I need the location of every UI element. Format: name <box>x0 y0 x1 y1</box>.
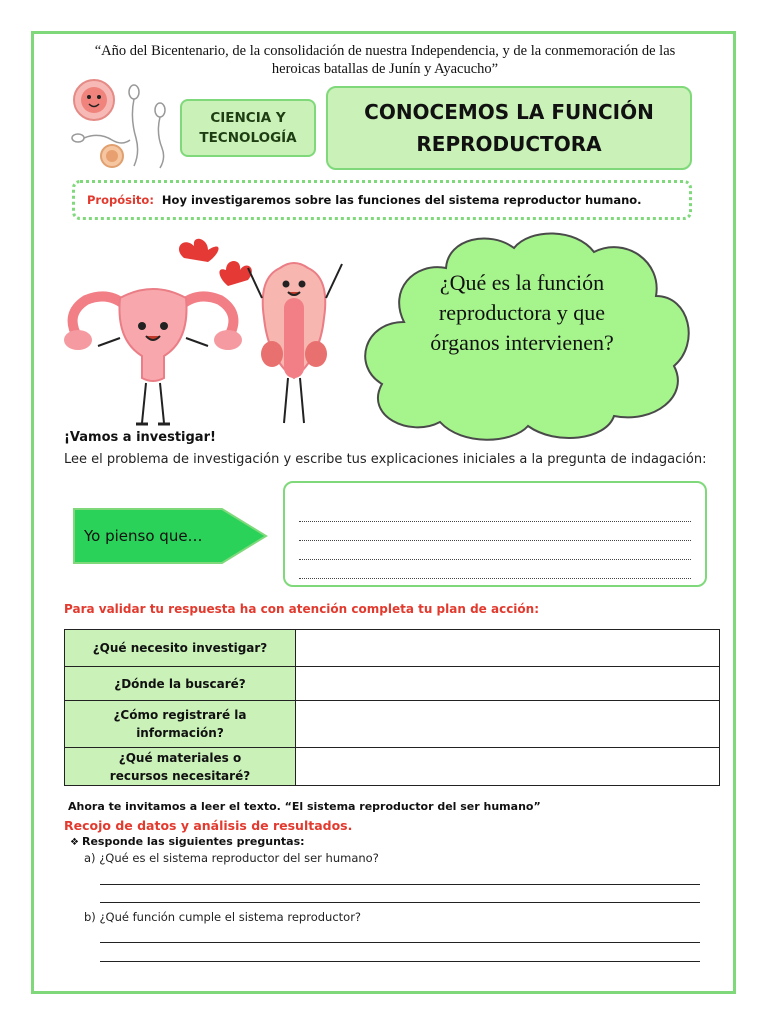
page-title <box>326 86 692 170</box>
table-row <box>65 748 720 786</box>
answer-dotted-line[interactable] <box>299 522 691 541</box>
egg-cell-icon <box>74 80 114 120</box>
plan-answer-cell[interactable] <box>296 748 720 786</box>
subject-line-1: CIENCIA Y <box>210 110 286 126</box>
cloud-line-2: reproductora y que <box>438 300 606 325</box>
question-a: a) ¿Qué es el sistema reproductor del ser humano? <box>84 851 379 865</box>
think-label: Yo pienso que… <box>84 527 203 545</box>
diamond-bullet-icon: ❖ <box>70 837 79 848</box>
question-b: b) ¿Qué función cumple el sistema reproductor? <box>84 910 362 924</box>
sperm-cell-icon <box>155 103 165 168</box>
answer-dotted-line[interactable] <box>299 560 691 579</box>
heart-icon <box>219 261 251 286</box>
reproductive-cells-illustration <box>64 78 184 170</box>
purpose-box <box>72 180 692 220</box>
investigate-heading: ¡Vamos a investigar! <box>64 430 216 445</box>
motto-line-2: heroicas batallas de Junín y Ayacucho” <box>271 61 499 77</box>
reproductive-organs-illustration <box>58 228 358 433</box>
plan-question: ¿Qué materiales o recursos necesitaré? <box>65 748 296 786</box>
plan-answer-cell[interactable] <box>296 667 720 701</box>
plan-answer-cell[interactable] <box>296 630 720 667</box>
table-row <box>65 667 720 701</box>
answer-line[interactable] <box>100 942 700 943</box>
heart-icon <box>179 239 219 262</box>
plan-answer-cell[interactable] <box>296 701 720 748</box>
purpose-label: Propósito: <box>87 193 154 207</box>
question-cloud-text <box>344 268 700 358</box>
cloud-line-3: órganos intervienen? <box>430 330 614 355</box>
plan-question: ¿Cómo registraré la información? <box>65 701 296 748</box>
action-plan-table <box>64 629 720 786</box>
title-line-1: CONOCEMOS LA FUNCIÓN <box>364 100 654 124</box>
motto-line-1: “Año del Bicentenario, de la consolidación de nuestra Independencia, y de la conmemoración de las <box>94 43 676 59</box>
answer-line[interactable] <box>100 961 700 962</box>
purpose-text: Hoy investigaremos sobre las funciones del sistema reproductor humano. <box>161 193 642 207</box>
reading-invite: Ahora te invitamos a leer el texto. “El sistema reproductor del ser humano” <box>68 800 541 813</box>
answer-line[interactable] <box>100 902 700 903</box>
answer-dotted-line[interactable] <box>299 541 691 560</box>
title-line-2: REPRODUCTORA <box>416 132 602 156</box>
investigate-instruction: Lee el problema de investigación y escribe tus explicaciones iniciales a la pregunta de indagación: <box>64 452 707 467</box>
uterus-character <box>64 289 242 424</box>
year-motto <box>40 42 730 78</box>
male-organ-character <box>248 263 342 423</box>
plan-question: ¿Qué necesito investigar? <box>65 630 296 667</box>
table-row <box>65 630 720 667</box>
subject-area-label <box>180 99 316 157</box>
plan-question: ¿Dónde la buscaré? <box>65 667 296 701</box>
subject-line-2: TECNOLOGÍA <box>199 130 297 146</box>
answer-dotted-line[interactable] <box>299 503 691 522</box>
answer-line[interactable] <box>100 884 700 885</box>
sperm-cell-icon <box>129 85 139 166</box>
respond-instruction: ❖ Responde las siguientes preguntas: <box>70 835 305 848</box>
initial-explanation-box[interactable] <box>283 481 707 587</box>
cloud-line-1: ¿Qué es la función <box>439 270 605 295</box>
action-plan-title: Para validar tu respuesta ha con atención completa tu plan de acción: <box>64 602 540 616</box>
section-heading: Recojo de datos y análisis de resultados. <box>64 818 353 833</box>
egg-cell-icon <box>101 145 123 167</box>
sperm-cell-icon <box>72 134 130 143</box>
table-row <box>65 701 720 748</box>
